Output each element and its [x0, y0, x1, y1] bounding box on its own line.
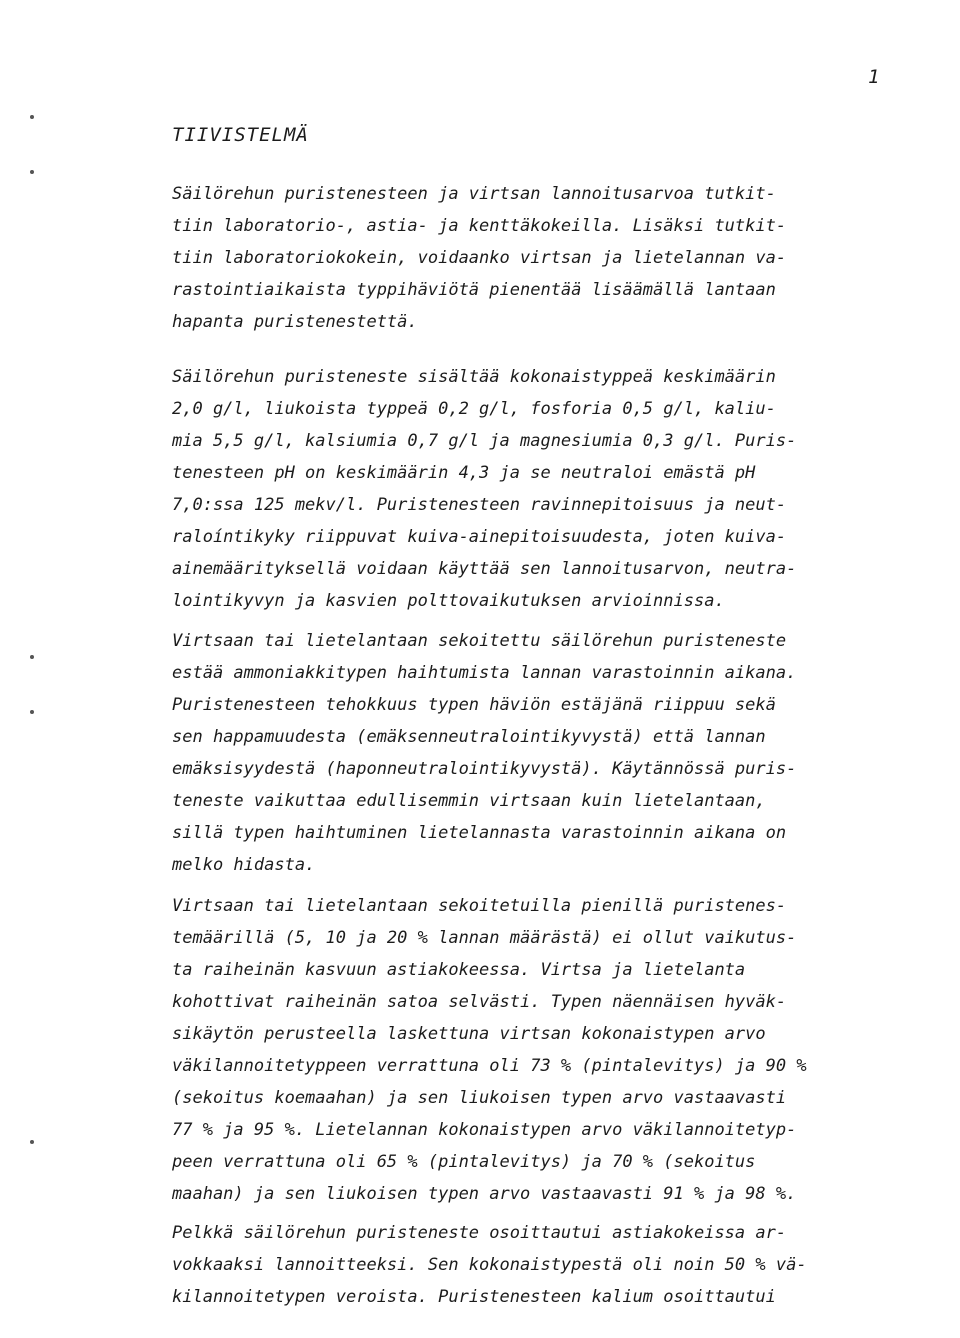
text-line: peen verrattuna oli 65 % (pintalevitys) ja 70 % (sekoitus	[172, 1152, 756, 1172]
text-line: kohottivat raiheinän satoa selvästi. Typen näennäisen hyväk-	[172, 992, 787, 1012]
text-line: temäärillä (5, 10 ja 20 % lannan määrästä) ei ollut vaikutus-	[172, 928, 797, 948]
text-line: sikäytön perusteella laskettuna virtsan kokonaistypen arvo	[172, 1024, 766, 1044]
text-line: (sekoitus koemaahan) ja sen liukoisen typen arvo vastaavasti	[172, 1088, 787, 1108]
text-line: lointikyvyn ja kasvien polttovaikutuksen arvioinnissa.	[172, 591, 725, 611]
text-line: 2,0 g/l, liukoista typpeä 0,2 g/l, fosforia 0,5 g/l, kaliu-	[172, 399, 776, 419]
text-line: hapanta puristenestettä.	[172, 312, 418, 332]
text-line: kilannoitetypen veroista. Puristenesteen kalium osoittautui	[172, 1287, 776, 1307]
text-line: melko hidasta.	[172, 855, 316, 875]
text-line: ainemäärityksellä voidaan käyttää sen lannoitusarvon, neutra-	[172, 559, 797, 579]
text-line: Säilörehun puristenesteen ja virtsan lannoitusarvoa tutkit-	[172, 184, 776, 204]
page-number: 1	[868, 66, 880, 88]
scan-speck	[30, 1140, 34, 1144]
text-line: sen happamuudesta (emäksenneutralointikyvystä) että lannan	[172, 727, 766, 747]
section-heading: TIIVISTELMÄ	[172, 124, 309, 146]
paragraph-5	[172, 1217, 912, 1313]
text-line: 77 % ja 95 %. Lietelannan kokonaistypen arvo väkilannoitetyp-	[172, 1120, 797, 1140]
text-line: 7,0:ssa 125 mekv/l. Puristenesteen ravinnepitoisuus ja neut-	[172, 495, 787, 515]
text-line: emäksisyydestä (haponneutralointikyvystä). Käytännössä puris-	[172, 759, 797, 779]
text-line: tenesteen pH on keskimäärin 4,3 ja se neutraloi emästä pH	[172, 463, 756, 483]
text-line: tiin laboratoriokokein, voidaanko virtsan ja lietelannan va-	[172, 248, 787, 268]
text-line: estää ammoniakkitypen haihtumista lannan varastoinnin aikana.	[172, 663, 797, 683]
text-line: Virtsaan tai lietelantaan sekoitetuilla pienillä puristenes-	[172, 896, 787, 916]
text-line: väkilannoitetyppeen verrattuna oli 73 % (pintalevitys) ja 90 %	[172, 1056, 807, 1076]
text-line: ta raiheinän kasvuun astiakokeessa. Virtsa ja lietelanta	[172, 960, 746, 980]
text-line: teneste vaikuttaa edullisemmin virtsaan kuin lietelantaan,	[172, 791, 766, 811]
text-line: vokkaaksi lannoitteeksi. Sen kokonaistypestä oli noin 50 % vä-	[172, 1255, 807, 1275]
text-line: Pelkkä säilörehun puristeneste osoittautui astiakokeissa ar-	[172, 1223, 787, 1243]
scan-speck	[30, 655, 34, 659]
text-line: tiin laboratorio-, astia- ja kenttäkokeilla. Lisäksi tutkit-	[172, 216, 787, 236]
scan-speck	[30, 710, 34, 714]
text-line: Säilörehun puristeneste sisältää kokonaistyppeä keskimäärin	[172, 367, 776, 387]
scan-speck	[30, 115, 34, 119]
text-line: Virtsaan tai lietelantaan sekoitettu säilörehun puristeneste	[172, 631, 787, 651]
scan-speck	[30, 170, 34, 174]
text-line: mia 5,5 g/l, kalsiumia 0,7 g/l ja magnesiumia 0,3 g/l. Puris-	[172, 431, 797, 451]
text-line: sillä typen haihtuminen lietelannasta varastoinnin aikana on	[172, 823, 787, 843]
paragraph-3	[172, 625, 912, 881]
text-line: rastointiaikaista typpihäviötä pienentää lisäämällä lantaan	[172, 280, 776, 300]
text-line: Puristenesteen tehokkuus typen häviön estäjänä riippuu sekä	[172, 695, 776, 715]
paragraph-4	[172, 890, 912, 1210]
text-line: maahan) ja sen liukoisen typen arvo vastaavasti 91 % ja 98 %.	[172, 1184, 797, 1204]
paragraph-1	[172, 178, 912, 338]
paragraph-2	[172, 361, 912, 617]
text-line: raloíntikyky riippuvat kuiva-ainepitoisuudesta, joten kuiva-	[172, 527, 787, 547]
